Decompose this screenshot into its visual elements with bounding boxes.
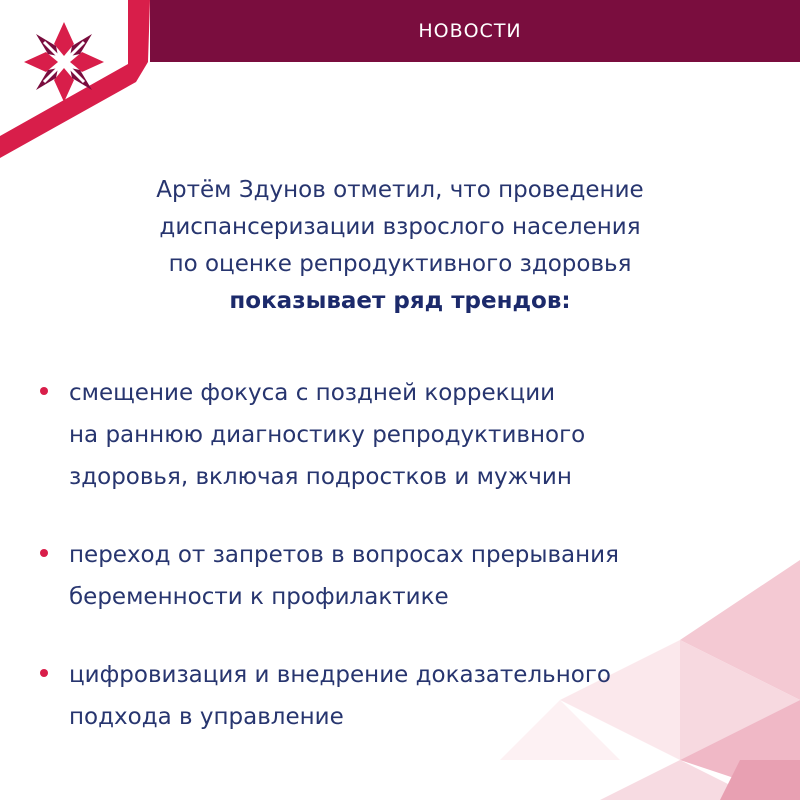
intro-line: по оценке репродуктивного здоровья xyxy=(168,251,632,277)
list-item-line: здоровья, включая подростков и мужчин xyxy=(69,464,572,490)
list-item-line: цифровизация и внедрение доказательного xyxy=(69,662,611,688)
bullet-dot-icon xyxy=(40,549,48,557)
bullet-dot-icon xyxy=(40,387,48,395)
list-item-line: переход от запретов в вопросах прерывания xyxy=(69,542,619,568)
list-item-line: беременности к профилактике xyxy=(69,584,449,610)
list-item-line: смещение фокуса с поздней коррекции xyxy=(69,380,556,406)
intro-line: Артём Здунов отметил, что проведение xyxy=(156,177,644,203)
intro-emphasis: показывает ряд трендов: xyxy=(229,288,571,314)
list-item-line: на раннюю диагностику репродуктивного xyxy=(69,422,586,448)
list-item-line: подхода в управление xyxy=(69,704,344,730)
star-ornament-icon xyxy=(24,22,104,102)
section-label: НОВОСТИ xyxy=(418,20,522,42)
intro-paragraph xyxy=(60,172,740,320)
intro-line: диспансеризации взрослого населения xyxy=(159,214,641,240)
bullet-dot-icon xyxy=(40,669,48,677)
